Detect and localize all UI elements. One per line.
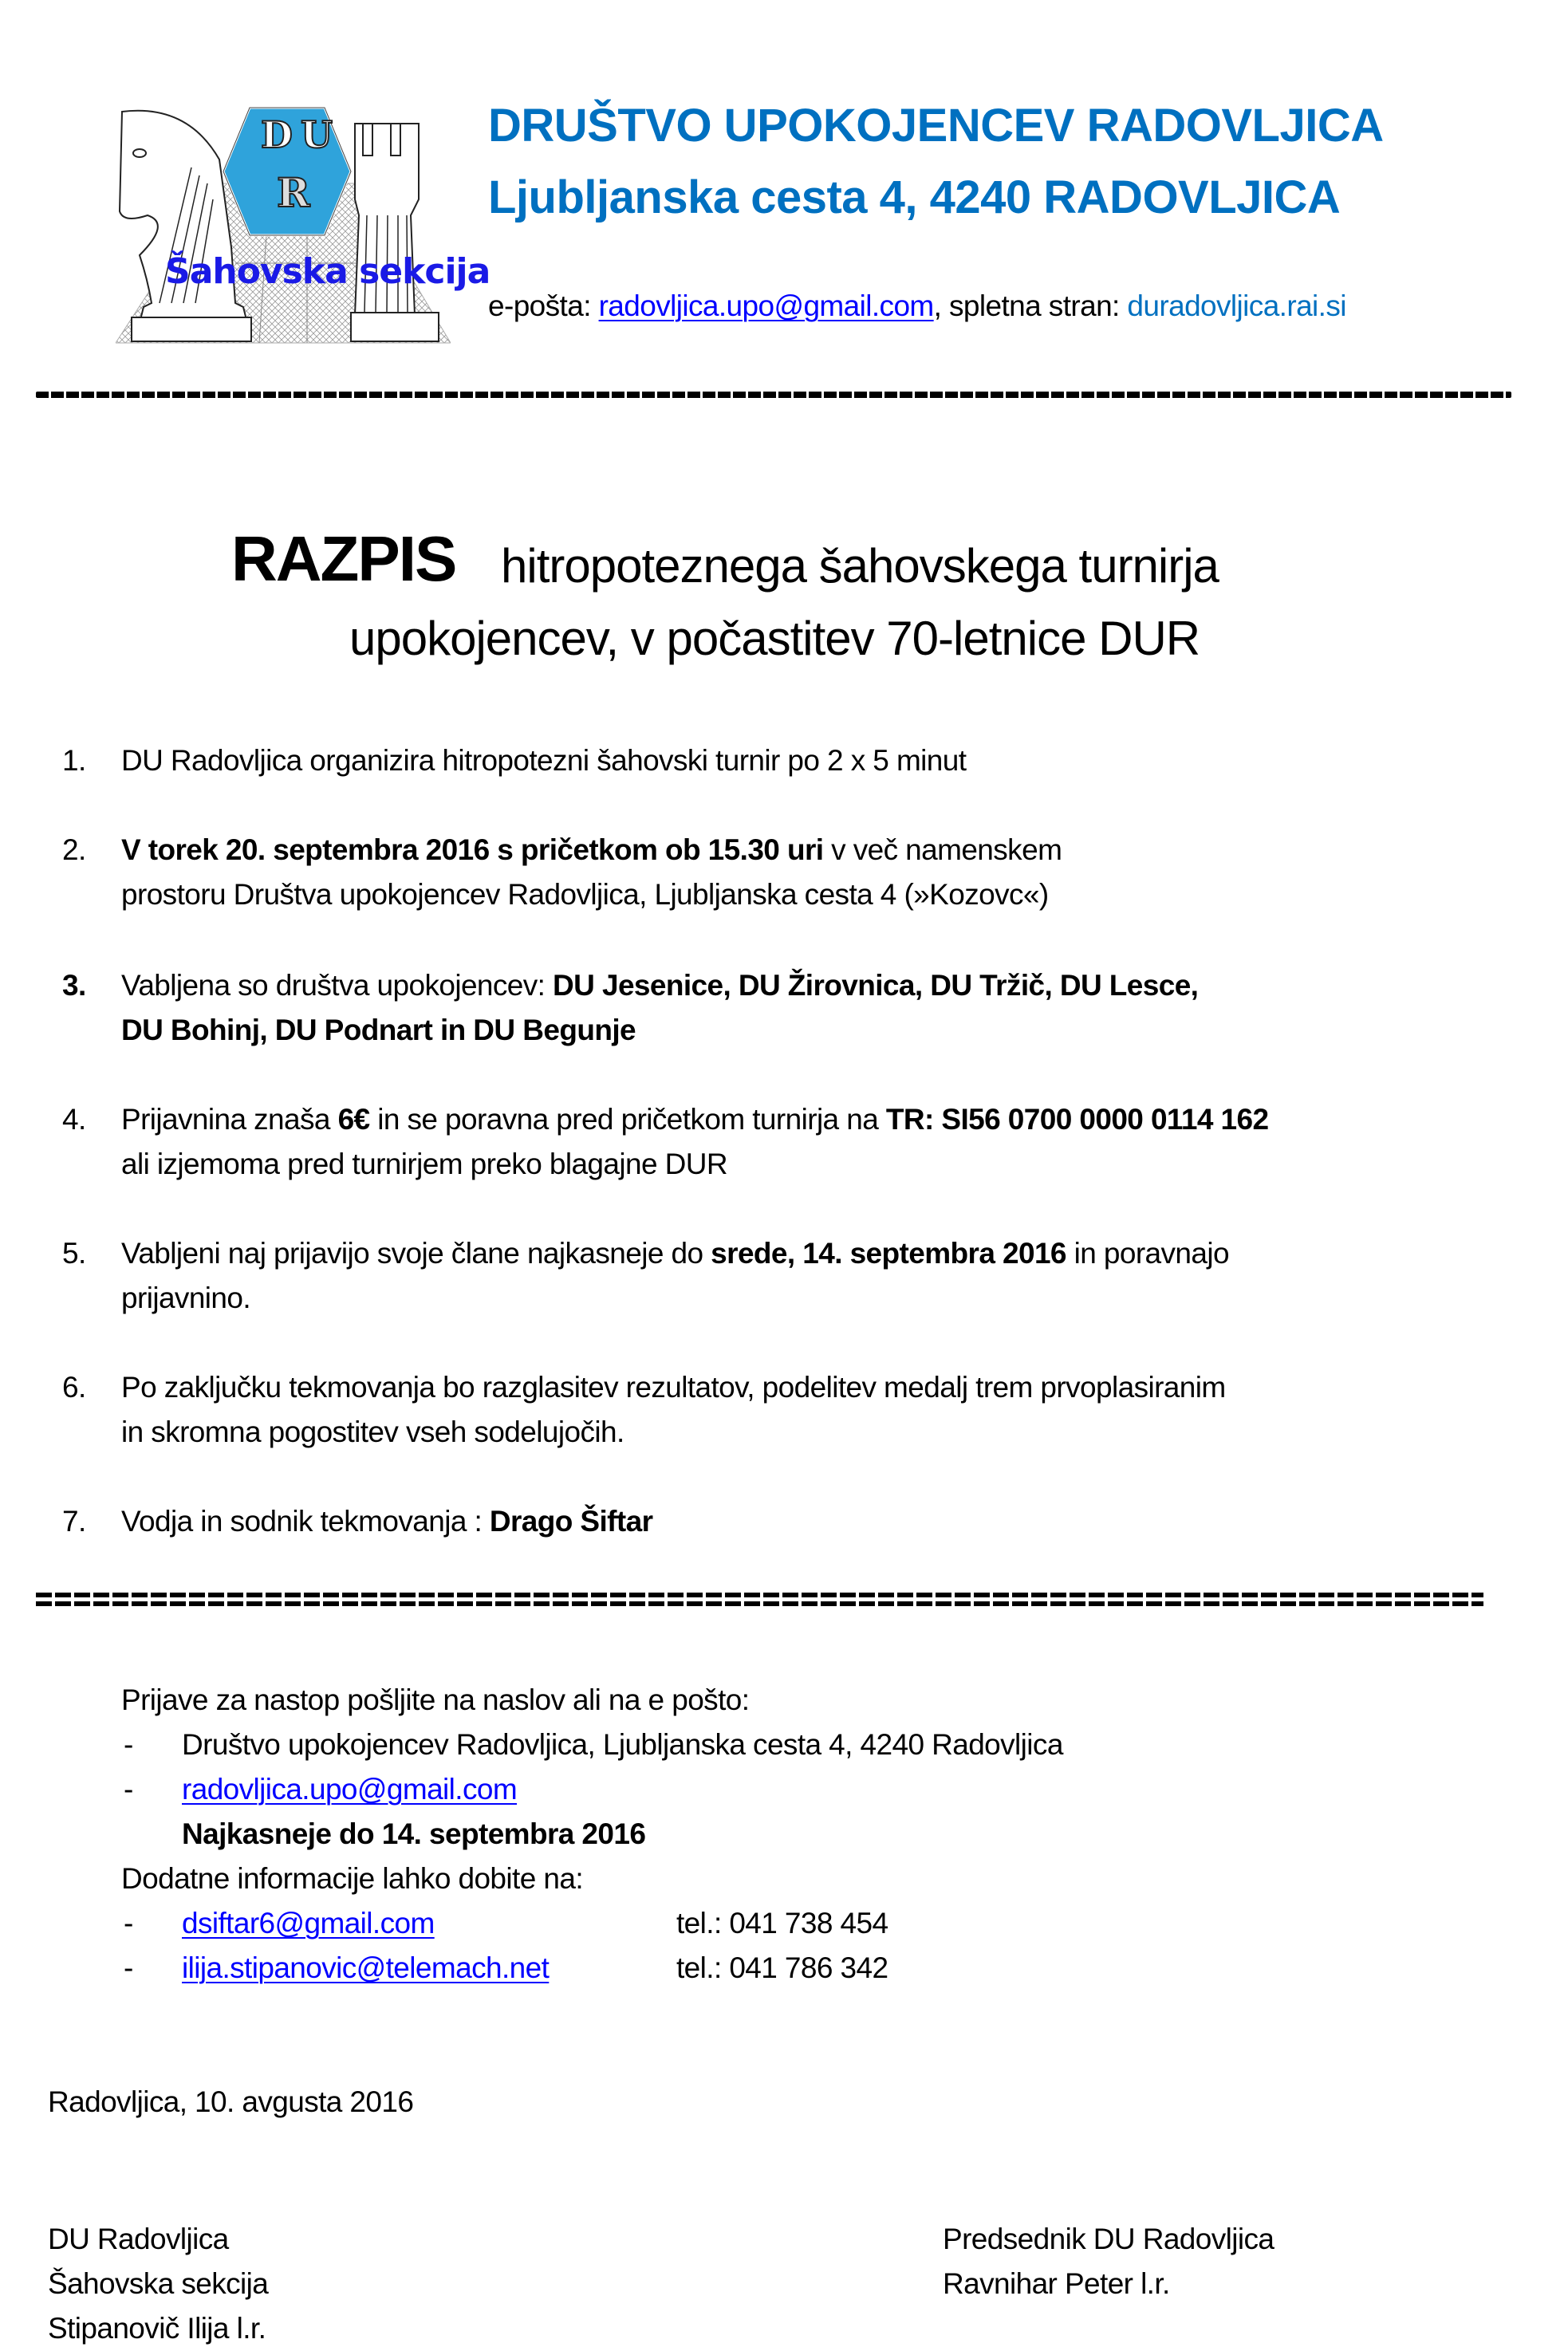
logo-badge-letter-u: U [301, 113, 333, 156]
bold-text: DU Jesenice, DU Žirovnica, DU Tržič, DU Lesce, [553, 969, 1199, 1002]
list-item-number: 2. [62, 833, 86, 866]
list-item-text-line [121, 1276, 250, 1321]
signature-right-line: Ravnihar Peter l.r. [943, 2267, 1170, 2300]
list-item-text-line [121, 738, 966, 783]
date-place: Radovljica, 10. avgusta 2016 [48, 2085, 414, 2118]
list-item-number: 6. [62, 1371, 86, 1404]
list-item-number: 7. [62, 1505, 86, 1538]
title-line1: hitropoteznega šahovskega turnirja [501, 539, 1219, 593]
double-separator-bottom [36, 1601, 1483, 1606]
text: Po zaključku tekmovanja bo razglasitev rezultatov, podelitev medalj trem prvoplasiranim [121, 1371, 1226, 1404]
bold-text: 6€ [337, 1103, 370, 1136]
logo-badge-letter-r: R [277, 169, 310, 216]
bold-text: srede, 14. septembra 2016 [711, 1237, 1066, 1270]
text: in poravnajo [1066, 1237, 1229, 1270]
signature-right-line: Predsednik DU Radovljica [943, 2223, 1274, 2255]
list-item-number: 5. [62, 1237, 86, 1270]
text: ali izjemoma pred turnirjem preko blagajne DUR [121, 1148, 728, 1180]
title-line2: upokojencev, v počastitev 70-letnice DUR [349, 612, 1200, 665]
text: in se poravna pred pričetkom turnirja na [369, 1103, 886, 1136]
list-item-text-line [121, 872, 1049, 917]
contact-deadline: Najkasneje do 14. septembra 2016 [182, 1817, 646, 1850]
more-info-label: Dodatne informacije lahko dobite na: [121, 1862, 583, 1895]
person-email-link[interactable]: ilija.stipanovic@telemach.net [182, 1951, 550, 1984]
bold-text: DU Bohinj, DU Podnart in DU Begunje [121, 1014, 636, 1046]
list-item-number: 4. [62, 1103, 86, 1136]
logo-badge-letter-d: D [261, 113, 293, 156]
list-item-text-line [121, 1097, 1268, 1142]
person-phone: tel.: 041 738 454 [676, 1907, 888, 1939]
list-item-text-line [121, 1365, 1226, 1410]
bold-text: Drago Šiftar [489, 1505, 653, 1538]
text: DU Radovljica organizira hitropotezni šahovski turnir po 2 x 5 minut [121, 744, 967, 777]
contact-address: Društvo upokojencev Radovljica, Ljubljanska cesta 4, 4240 Radovljica [182, 1728, 1063, 1761]
bold-text: V torek 20. septembra 2016 s pričetkom ob 15.30 uri [121, 833, 824, 866]
text: prijavnino. [121, 1282, 251, 1314]
list-item-text-line [121, 1499, 652, 1544]
website-link[interactable]: duradovljica.rai.si [1127, 289, 1346, 322]
org-address: Ljubljanska cesta 4, 4240 RADOVLJICA [488, 171, 1341, 223]
person-phone: tel.: 041 786 342 [676, 1951, 888, 1984]
double-separator-top [36, 1593, 1483, 1597]
logo-caption: Šahovska sekcija [165, 251, 490, 292]
text: Prijavnina znaša [121, 1103, 338, 1136]
contact-email-link[interactable]: radovljica.upo@gmail.com [182, 1773, 518, 1806]
text: v več namenskem [823, 833, 1062, 866]
list-item-text-line [121, 1008, 636, 1053]
list-item-number: 3. [62, 969, 86, 1002]
web-label: , spletna stran: [933, 289, 1128, 322]
list-item-text-line [121, 1231, 1229, 1276]
list-item-text-line [121, 828, 1062, 872]
bullet-dash: - [124, 1773, 133, 1806]
bullet-dash: - [124, 1907, 133, 1939]
title-main: RAZPIS [231, 523, 456, 594]
bullet-dash: - [124, 1728, 133, 1761]
text: in skromna pogostitev vseh sodelujočih. [121, 1416, 624, 1448]
dashed-separator [36, 392, 1511, 398]
header-email-link[interactable]: radovljica.upo@gmail.com [598, 289, 934, 322]
signature-left-line: Šahovska sekcija [48, 2267, 269, 2300]
chess-section-logo [116, 104, 490, 347]
contact-intro: Prijave za nastop pošljite na naslov ali na e pošto: [121, 1684, 750, 1716]
text: Vodja in sodnik tekmovanja : [121, 1505, 490, 1538]
signature-left-line: DU Radovljica [48, 2223, 229, 2255]
list-item-number: 1. [62, 744, 86, 777]
header-contact-line [488, 284, 1346, 329]
signature-left-line: Stipanovič Ilija l.r. [48, 2312, 266, 2345]
text: Vabljeni naj prijavijo svoje člane najkasneje do [121, 1237, 711, 1270]
list-item-text-line [121, 1410, 624, 1455]
bold-text: TR: SI56 0700 0000 0114 162 [885, 1103, 1269, 1136]
org-name: DRUŠTVO UPOKOJENCEV RADOVLJICA [488, 100, 1384, 152]
email-label: e-pošta: [488, 289, 599, 322]
text: prostoru Društva upokojencev Radovljica, Ljubljanska cesta 4 (»Kozovc«) [121, 878, 1049, 911]
person-email-link[interactable]: dsiftar6@gmail.com [182, 1907, 435, 1939]
list-item-text-line [121, 963, 1198, 1008]
text: Vabljena so društva upokojencev: [121, 969, 554, 1002]
list-item-text-line [121, 1142, 727, 1187]
bullet-dash: - [124, 1951, 133, 1984]
